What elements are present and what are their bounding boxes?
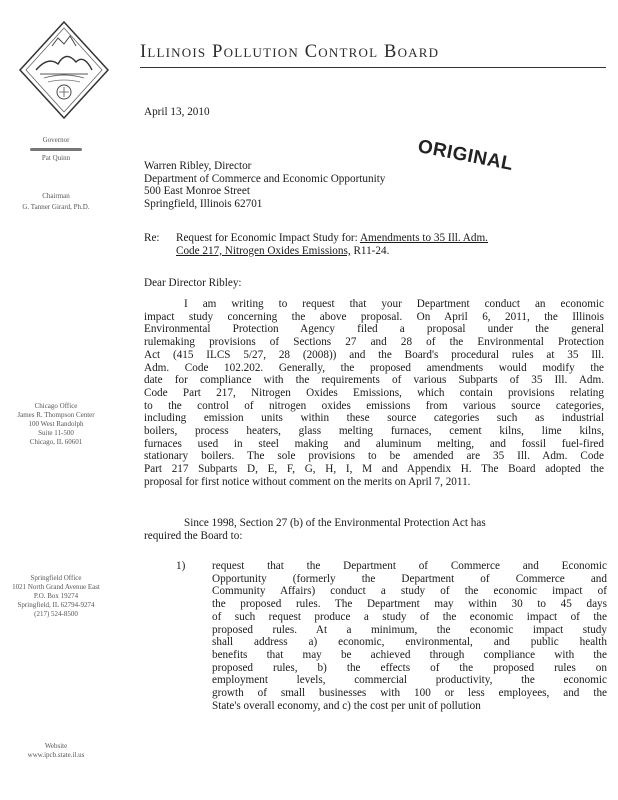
sidebar-line: Website xyxy=(44,742,68,750)
text-line: required the Board to: xyxy=(144,529,243,542)
text-line: rulemaking provisions of Sections 27 and 28 of the Environmental Protection xyxy=(144,336,604,349)
text-line: of such request produce a study of the economic impact of the xyxy=(212,610,607,623)
sidebar-line: Chairman xyxy=(42,192,70,200)
sidebar-governor-block xyxy=(2,136,110,165)
letter-date: April 13, 2010 xyxy=(144,106,210,118)
text-line: State's overall economy, and c) the cost per unit of pollution xyxy=(212,699,481,712)
text-line: employment levels, commercial productivity, the economic xyxy=(212,674,607,687)
text-line: including emission units within these source categories such as industrial xyxy=(144,412,604,425)
text-line: shall address a) economic, environmental, and public health xyxy=(212,636,607,649)
text-line: stationary boilers. The sole provisions to be amended are 35 Ill. Adm. Code xyxy=(144,450,604,463)
sidebar-line: Springfield Office xyxy=(30,574,82,582)
text-line: proposed rules, b) the effects of the proposed rules on xyxy=(212,661,607,674)
paragraph-statute xyxy=(144,517,604,542)
text-line: request that the Department of Commerce and Economic xyxy=(212,560,607,572)
text-line: impact study concerning the above proposal. On April 6, 2011, the Illinois xyxy=(144,310,604,323)
sidebar-line: Chicago Office xyxy=(34,402,78,410)
sidebar-line: www.ipcb.state.il.us xyxy=(27,751,85,759)
text-line: proposal for first notice without comment on the merits on April 7, 2011. xyxy=(144,475,471,488)
text-line: Environmental Protection Agency filed a proposal under the general xyxy=(144,323,604,336)
text-line: proposed rules. At a minimum, the economic impact study xyxy=(212,623,607,636)
sidebar-web-block xyxy=(2,742,110,760)
sidebar-line: G. Tanner Girard, Ph.D. xyxy=(22,203,90,211)
sidebar-line: Chicago, IL 60601 xyxy=(29,438,83,446)
sidebar-chairman-block xyxy=(2,192,110,214)
subject-line xyxy=(144,232,604,257)
letterhead-rule xyxy=(140,67,606,68)
state-seal-logo xyxy=(18,20,110,120)
text-line: growth of small businesses with 100 or less employees, and the xyxy=(212,687,607,700)
sidebar-line: (217) 524-8500 xyxy=(34,610,78,618)
text-line: Adm. Code 102.202. Generally, the proposed amendments would modify the xyxy=(144,361,604,374)
salutation: Dear Director Ribley: xyxy=(144,277,242,289)
text-line: to the control of nitrogen oxides emissions from various source categories, xyxy=(144,399,604,412)
recipient-line: 500 East Monroe Street xyxy=(144,185,250,198)
sidebar-line: P.O. Box 19274 xyxy=(33,592,79,600)
re-title-part1: Amendments to 35 Ill. Adm. xyxy=(359,232,488,244)
list-number: 1) xyxy=(176,560,186,572)
paragraph-request xyxy=(144,298,604,489)
recipient-address xyxy=(144,160,604,211)
sidebar-line: 1021 North Grand Avenue East xyxy=(12,583,100,591)
recipient-line: Springfield, Illinois 62701 xyxy=(144,198,263,211)
sidebar-line: Suite 11-500 xyxy=(38,429,74,437)
re-title-part2: Code 217, Nitrogen Oxides Emissions, xyxy=(176,244,351,257)
text-line: Act (415 ILCS 5/27, 28 (2008)) and the Board's procedural rules at 35 Ill. xyxy=(144,348,604,361)
re-docket: R11-24. xyxy=(350,244,390,257)
text-line: Since 1998, Section 27 (b) of the Environmental Protection Act has xyxy=(184,517,486,529)
text-line: the proposed rules. The Department may within 30 to 45 days xyxy=(212,598,607,611)
text-line: Code Part 217, Nitrogen Oxides Emissions, which contain provisions relating xyxy=(144,386,604,399)
recipient-line: Department of Commerce and Economic Opportunity xyxy=(144,172,386,185)
sidebar-chicago-block xyxy=(2,402,110,447)
sidebar-springfield-block xyxy=(2,574,110,619)
text-line: Part 217 Subparts D, E, F, G, H, I, M and Appendix H. The Board adopted the xyxy=(144,463,604,476)
re-label: Re: xyxy=(144,232,160,244)
text-line: Community Affairs) conduct a study of the economic impact of xyxy=(212,585,607,598)
sidebar-line: Governor xyxy=(42,136,70,144)
sidebar-line: James R. Thompson Center xyxy=(17,411,95,419)
text-line: boilers, process heaters, glass melting furnaces, cement kilns, lime kilns, xyxy=(144,425,604,438)
recipient-line: Warren Ribley, Director xyxy=(144,160,252,172)
board-name: Illinois Pollution Control Board xyxy=(140,42,440,62)
signature-scribble xyxy=(30,148,82,151)
text-line: furnaces used in steel making and aluminum melting, and fossil fuel-fired xyxy=(144,437,604,450)
re-prefix: Request for Economic Impact Study for: xyxy=(176,232,358,244)
text-line: date for compliance with the requirements of various Subparts of 35 Ill. Adm. xyxy=(144,374,604,387)
sidebar-line: Springfield, IL 62794-9274 xyxy=(17,601,95,609)
sidebar-line: Pat Quinn xyxy=(41,154,71,162)
seal-icon xyxy=(18,20,110,120)
text-line: Opportunity (formerly the Department of Commerce and xyxy=(212,572,607,585)
list-item-text xyxy=(212,560,607,712)
sidebar-line: 100 West Randolph xyxy=(28,420,84,428)
text-line: benefits that may be achieved through compliance with the xyxy=(212,648,607,661)
text-line: I am writing to request that your Department conduct an economic xyxy=(184,298,604,310)
original-stamp: ORIGINAL xyxy=(415,136,516,176)
